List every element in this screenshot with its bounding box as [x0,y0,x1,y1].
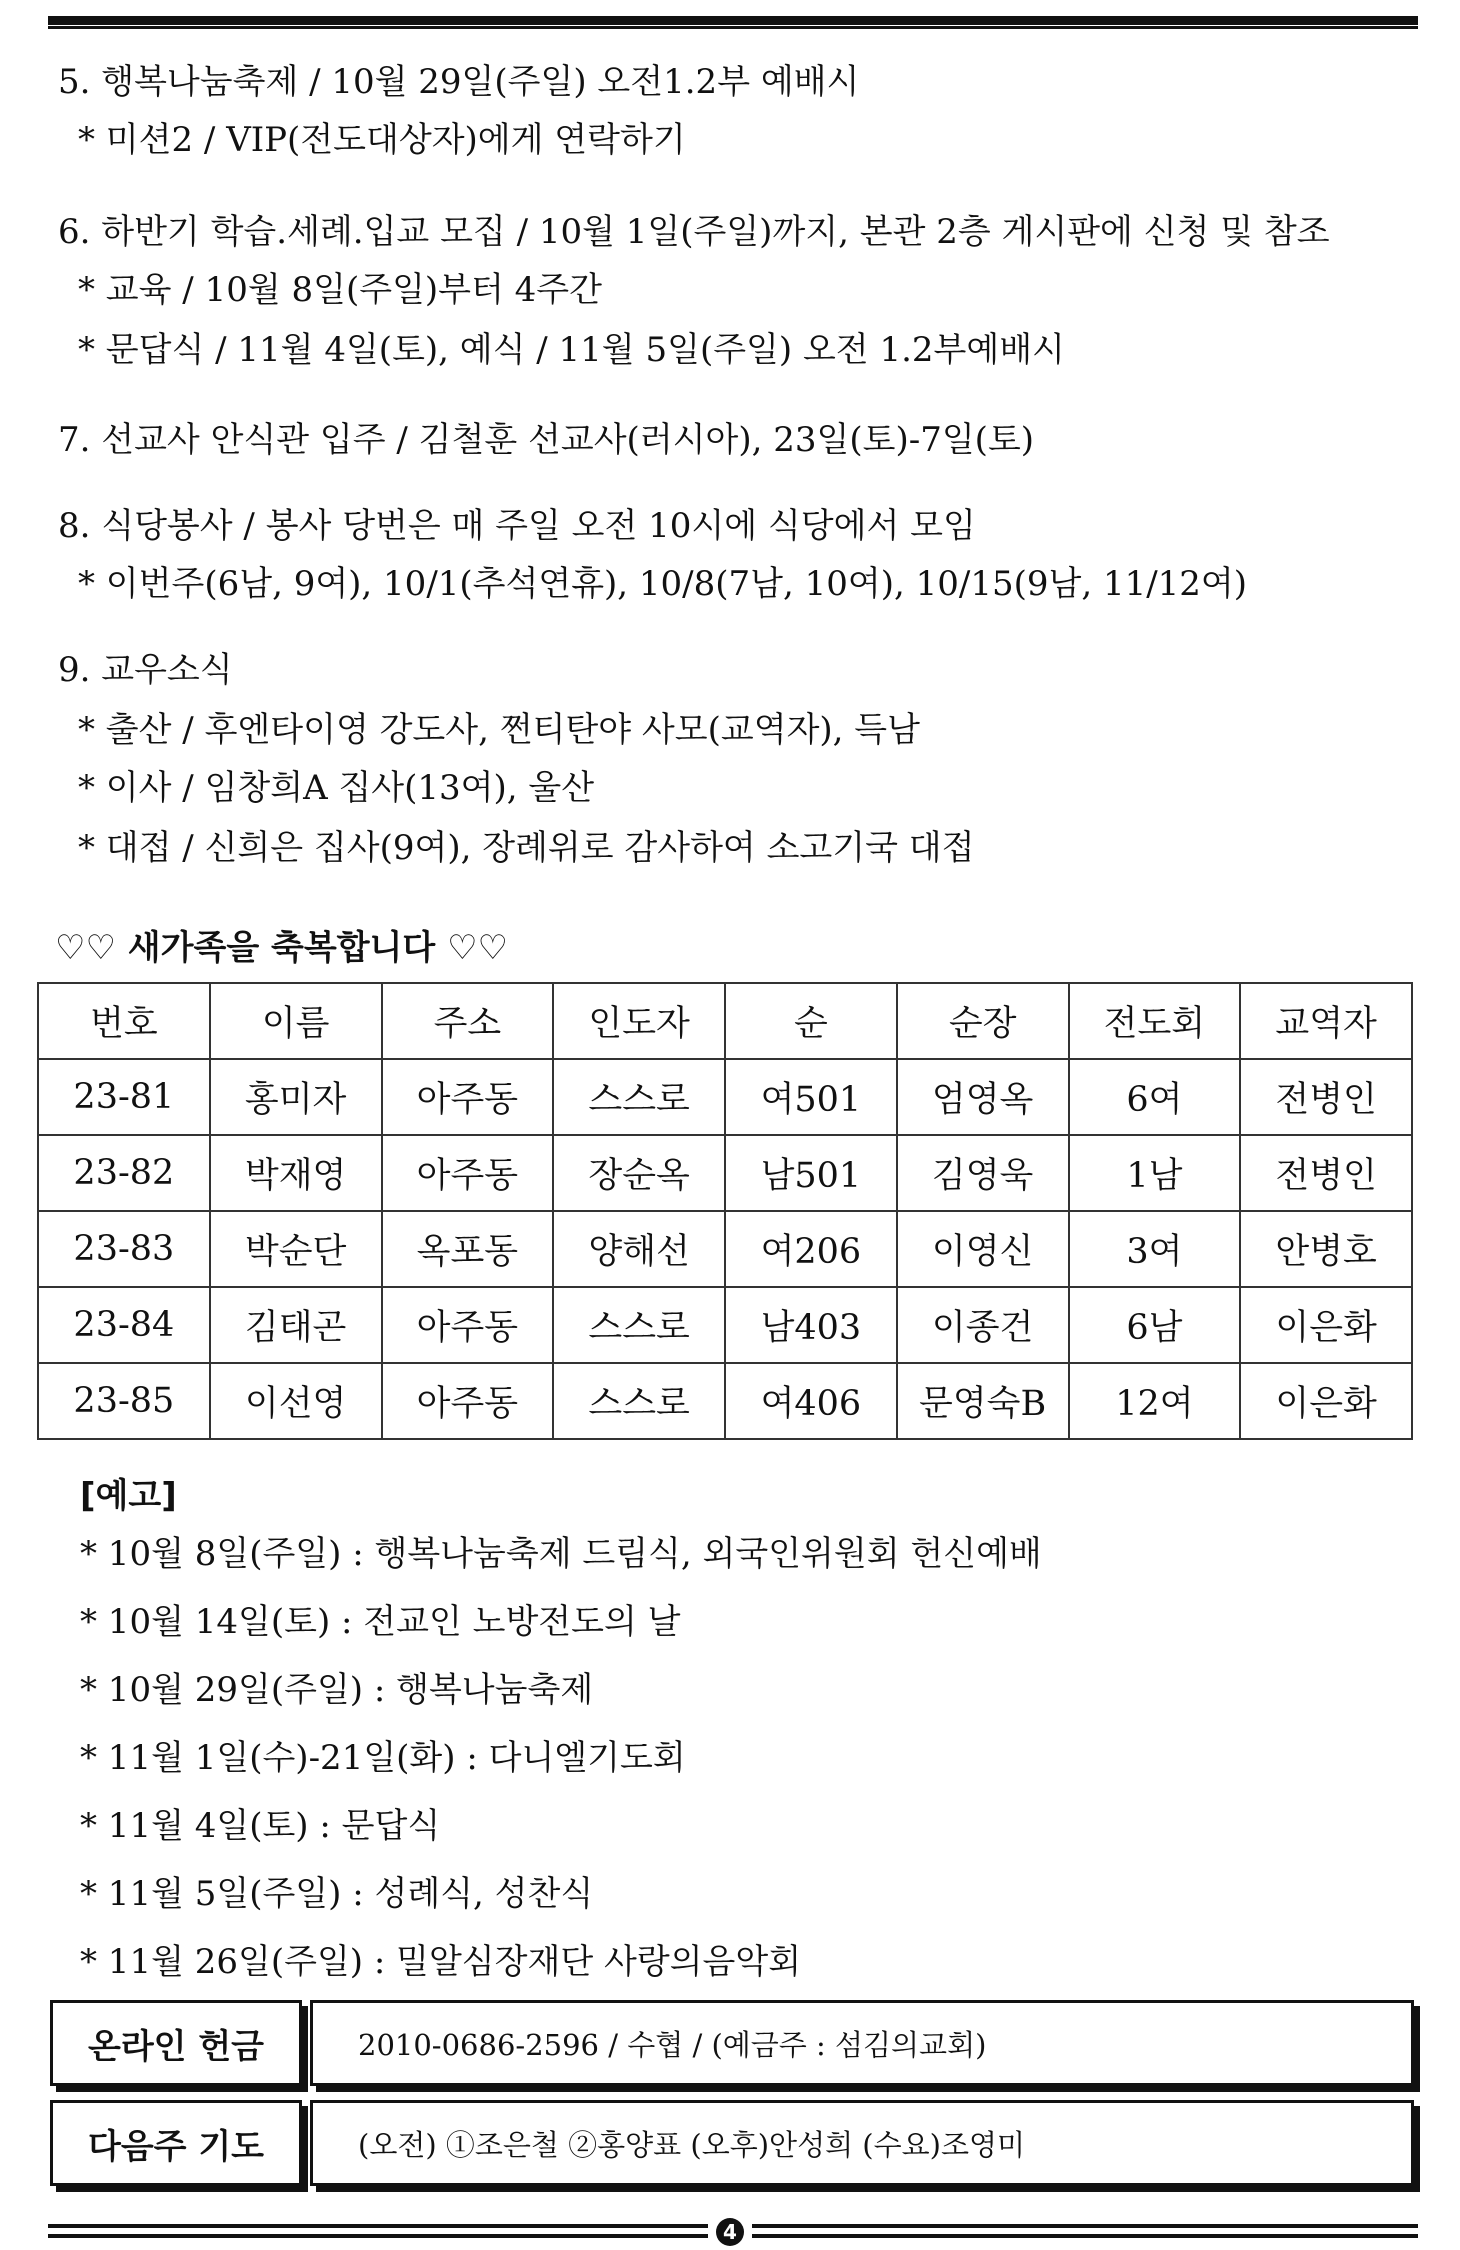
cell-mission-society: 1남 [1069,1135,1241,1211]
announcement-9-detail-3: * 대접 / 신희은 집사(9여), 장례위로 감사하여 소고기국 대접 [78,828,975,868]
new-family-title: ♡♡ 새가족을 축복합니다 ♡♡ [55,928,509,968]
online-offering-account: 2010-0686-2596 / 수협 / (예금주 : 섬김의교회) [310,2000,1414,2086]
cell-group: 여206 [725,1211,897,1287]
cell-guide: 스스로 [553,1363,725,1439]
header-address: 주소 [382,983,554,1059]
cell-group-leader: 이영신 [897,1211,1069,1287]
announcement-6: 6. 하반기 학습.세례.입교 모집 / 10월 1일(주일)까지, 본관 2층 게시판에 신청 및 참조 [58,212,1330,252]
cell-group: 남501 [725,1135,897,1211]
notice-item: * 10월 14일(토) : 전교인 노방전도의 날 [80,1602,681,1642]
cell-mission-society: 12여 [1069,1363,1241,1439]
bottom-rule-left [48,2224,708,2238]
cell-address: 아주동 [382,1135,554,1211]
announcement-5-detail: * 미션2 / VIP(전도대상자)에게 연락하기 [78,120,686,160]
notice-item: * 11월 26일(주일) : 밀알심장재단 사랑의음악회 [80,1942,802,1982]
bottom-rule-right [752,2224,1418,2238]
announcement-8: 8. 식당봉사 / 봉사 당번은 매 주일 오전 10시에 식당에서 모임 [58,506,976,546]
cell-name: 박재영 [210,1135,382,1211]
table-row [38,1059,1412,1135]
announcement-8-detail: * 이번주(6남, 9여), 10/1(추석연휴), 10/8(7남, 10여), 10/15(9남, 11/12여) [78,564,1248,604]
header-number: 번호 [38,983,210,1059]
cell-mission-society: 6남 [1069,1287,1241,1363]
announcement-6-detail-2: * 문답식 / 11월 4일(토), 예식 / 11월 5일(주일) 오전 1.2부예배시 [78,330,1065,370]
cell-mission-society: 6여 [1069,1059,1241,1135]
announcement-9-detail-1: * 출산 / 후엔타이영 강도사, 쩐티탄야 사모(교역자), 득남 [78,710,920,750]
header-guide: 인도자 [553,983,725,1059]
cell-pastor: 전병인 [1240,1059,1412,1135]
header-mission-society: 전도회 [1069,983,1241,1059]
online-offering-label: 온라인 헌금 [50,2000,302,2086]
cell-address: 아주동 [382,1363,554,1439]
notice-title: [예고] [80,1476,177,1516]
notice-item: * 10월 8일(주일) : 행복나눔축제 드림식, 외국인위원회 헌신예배 [80,1534,1042,1574]
cell-guide: 스스로 [553,1287,725,1363]
cell-number: 23-85 [38,1363,210,1439]
notice-item: * 11월 5일(주일) : 성례식, 성찬식 [80,1874,594,1914]
cell-group: 여501 [725,1059,897,1135]
cell-name: 박순단 [210,1211,382,1287]
cell-group-leader: 엄영옥 [897,1059,1069,1135]
table-row [38,1135,1412,1211]
cell-pastor: 이은화 [1240,1363,1412,1439]
cell-mission-society: 3여 [1069,1211,1241,1287]
page-number: 4 [716,2218,744,2246]
cell-number: 23-83 [38,1211,210,1287]
cell-group: 남403 [725,1287,897,1363]
cell-name: 김태곤 [210,1287,382,1363]
table-row [38,1287,1412,1363]
new-family-table [37,982,1413,1440]
header-group-leader: 순장 [897,983,1069,1059]
cell-guide: 장순옥 [553,1135,725,1211]
cell-group-leader: 김영욱 [897,1135,1069,1211]
next-week-prayer-label: 다음주 기도 [50,2100,302,2186]
announcement-6-detail-1: * 교육 / 10월 8일(주일)부터 4주간 [78,270,602,310]
cell-number: 23-82 [38,1135,210,1211]
cell-name: 홍미자 [210,1059,382,1135]
notice-item: * 11월 4일(토) : 문답식 [80,1806,441,1846]
cell-guide: 스스로 [553,1059,725,1135]
table-row [38,1363,1412,1439]
cell-address: 아주동 [382,1059,554,1135]
announcement-9-detail-2: * 이사 / 임창희A 집사(13여), 울산 [78,768,595,808]
cell-number: 23-81 [38,1059,210,1135]
cell-group: 여406 [725,1363,897,1439]
header-name: 이름 [210,983,382,1059]
cell-pastor: 전병인 [1240,1135,1412,1211]
cell-number: 23-84 [38,1287,210,1363]
notice-item: * 11월 1일(수)-21일(화) : 다니엘기도회 [80,1738,686,1778]
cell-group-leader: 문영숙B [897,1363,1069,1439]
cell-address: 아주동 [382,1287,554,1363]
header-pastor: 교역자 [1240,983,1412,1059]
next-week-prayer-names: (오전) ①조은철 ②홍양표 (오후)안성희 (수요)조영미 [310,2100,1414,2186]
announcement-7: 7. 선교사 안식관 입주 / 김철훈 선교사(러시아), 23일(토)-7일(토) [58,420,1035,460]
cell-pastor: 이은화 [1240,1287,1412,1363]
cell-pastor: 안병호 [1240,1211,1412,1287]
table-row [38,1211,1412,1287]
cell-group-leader: 이종건 [897,1287,1069,1363]
announcement-5: 5. 행복나눔축제 / 10월 29일(주일) 오전1.2부 예배시 [58,62,860,102]
table-header-row [38,983,1412,1059]
top-double-rule [48,16,1418,29]
announcement-9: 9. 교우소식 [58,650,233,690]
cell-address: 옥포동 [382,1211,554,1287]
header-group: 순 [725,983,897,1059]
cell-guide: 양해선 [553,1211,725,1287]
cell-name: 이선영 [210,1363,382,1439]
notice-item: * 10월 29일(주일) : 행복나눔축제 [80,1670,594,1710]
